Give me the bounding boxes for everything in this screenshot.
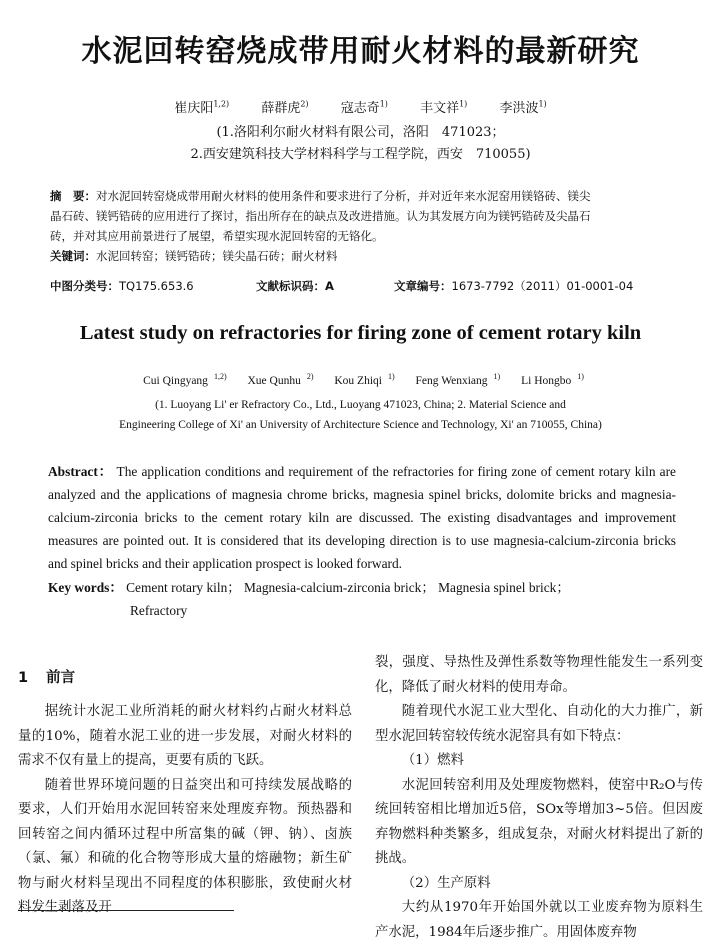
paragraph: 随着世界环境问题的日益突出和可持续发展战略的要求，人们开始用水泥回转窑来处理废弃物。预热器和回转窑之间内循环过程中所富集的碱（钾、钠）、卤族（氯、氟）和硫的化合物等形成大量的熔融物；新生矿物与耐火材料呈现出不同程度的体积膨胀，致使耐火材料发生剥落及开 — [18, 777, 352, 915]
subheading: （1）燃料 — [401, 753, 464, 768]
author-cn: 薛群虎$^{2)}$ — [261, 99, 309, 116]
abstract-en-text: The application conditions and requirement of the refractories for firing zone of cement rotary kiln are analyzed and the applications of magnesia chrome bricks, magnesia spinel bricks, dolomite bricks and magnesia-calcium-zirconia bricks to the cement rotary kiln are discussed. The existing disadvantages and improvement measures are pointed out. It is considered that its developing direction is to use magnesia-calcium-zirconia bricks and spinel bricks and their application prospect is looked forward. — [48, 464, 676, 571]
author-cn: 丰文祥$^{1)}$ — [420, 99, 468, 116]
author-list-en — [0, 372, 721, 387]
keywords-cn: 水泥回转窑；镁钙锆砖；镁尖晶石砖；耐火材料 — [96, 249, 338, 263]
affiliation-en-2: Engineering College of Xi' an University of Architecture Science and Technology, Xi' an 710055, China) — [119, 419, 602, 431]
clc-number: 中图分类号：TQ175.653.6 — [50, 279, 194, 293]
abstract-cn-line: 对水泥回转窑烧成带用耐火材料的使用条件和要求进行了分析，并对近年来水泥窑用镁铬砖、镁尖 — [96, 189, 591, 203]
keywords-label-en: Key words： — [48, 580, 123, 595]
abstract-en — [48, 460, 676, 575]
author-cn: 崔庆阳$^{1,2)}$ — [174, 99, 230, 116]
affiliation-cn-2: 2.西安建筑科技大学材料科学与工程学院，西安 710055) — [190, 147, 531, 162]
section-heading: 1 前言 — [18, 670, 76, 686]
footnote-divider — [18, 910, 234, 911]
article-number: 文章编号：1673-7792（2011）01-0001-04 — [394, 279, 634, 293]
document-code: 文献标识码：A — [256, 279, 334, 293]
abstract-cn-line: 晶石砖、镁钙锆砖的应用进行了探讨，指出所存在的缺点及改进措施。认为其发展方向为镁钙锆砖及尖晶石 — [50, 209, 591, 223]
body-column-left — [18, 700, 352, 921]
paragraph: 裂，强度、导热性及弹性系数等物理性能发生一系列变化，降低了耐火材料的使用寿命。 — [375, 655, 703, 695]
abstract-cn-line: 砖，并对其应用前景进行了展望，希望实现水泥回转窑的无铬化。 — [50, 229, 384, 243]
author-en: Feng Wenxiang $^{1)}$ — [415, 372, 501, 387]
abstract-cn — [50, 186, 672, 266]
author-cn: 李洪波$^{1)}$ — [499, 99, 547, 116]
body-column-right — [375, 651, 703, 945]
paper-title-en: Latest study on refractories for firing zone of cement rotary kiln — [79, 322, 642, 344]
abstract-label-en: Abstract： — [48, 464, 113, 479]
subheading: （2）生产原料 — [401, 875, 491, 891]
paragraph: 大约从1970年开始国外就以工业废弃物为原料生产水泥，1984年后逐步推广。用固体废弃物 — [375, 900, 703, 940]
author-cn: 寇志奇$^{1)}$ — [340, 99, 388, 116]
affiliation-en-1: (1. Luoyang Li' er Refractory Co., Ltd., Luoyang 471023, China; 2. Material Science and — [155, 399, 566, 411]
author-en: Cui Qingyang $^{1,2)}$ — [143, 372, 227, 387]
affiliation-cn-1: (1.洛阳利尔耐火材料有限公司，洛阳 471023； — [216, 125, 505, 140]
paragraph: 据统计水泥工业所消耗的耐火材料约占耐火材料总量的10%，随着水泥工业的进一步发展，对耐火材料的需求不仅有量上的提高，更要有质的飞跃。 — [18, 704, 352, 768]
paragraph: 随着现代水泥工业大型化、自动化的大力推广，新型水泥回转窑较传统水泥窑具有如下特点： — [375, 704, 703, 744]
author-en: Xue Qunhu $^{2)}$ — [247, 372, 314, 387]
author-en: Kou Zhiqi $^{1)}$ — [334, 372, 395, 387]
author-list-cn — [0, 97, 721, 116]
keywords-en: Key words： Cement rotary kiln； Magnesia-calcium-zirconia brick； Magnesia spinel brick； Refractory — [48, 580, 570, 618]
paragraph: 水泥回转窑利用及处理废物燃料，使窑中R₂O与传统回转窑相比增加近5倍，SOx等增加3~5倍。但因废弃物燃料种类繁多，组成复杂，对耐火材料提出了新的挑战。 — [375, 777, 703, 866]
author-en: Li Hongbo $^{1)}$ — [521, 372, 584, 387]
keywords-label-cn: 关键词： — [50, 249, 96, 263]
paper-title-cn: 水泥回转窑烧成带用耐火材料的最新研究 — [81, 34, 640, 69]
abstract-label-cn: 摘 要： — [50, 189, 96, 203]
